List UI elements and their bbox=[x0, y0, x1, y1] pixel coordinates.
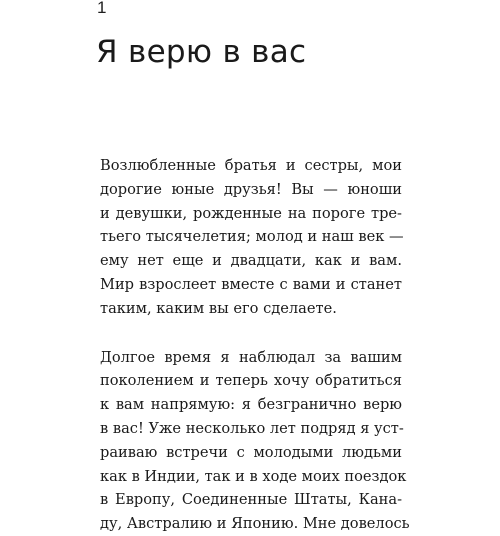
text-line: Мир взрослеет вместе с вами и станет bbox=[100, 275, 402, 293]
text-line: в вас! Уже несколько лет подряд я уст- bbox=[100, 419, 404, 437]
text-line: ду, Австралию и Японию. Мне довелось bbox=[100, 515, 410, 533]
text-line: и девушки, рожденные на пороге тре- bbox=[100, 204, 402, 222]
text-line: ему нет еще и двадцати, как и вам. bbox=[100, 252, 402, 270]
paragraph bbox=[100, 346, 410, 536]
text-line: как в Индии, так и в ходе моих поездок bbox=[100, 467, 407, 485]
text-line: раиваю встречи с молодыми людьми bbox=[100, 443, 402, 461]
chapter-number: 1 bbox=[97, 0, 107, 17]
text-line: таким, каким вы его сделаете. bbox=[100, 299, 337, 317]
chapter-title: Я верю в вас bbox=[96, 34, 307, 70]
text-line: дорогие юные друзья! Вы — юноши bbox=[100, 180, 402, 198]
text-line: Возлюбленные братья и сестры, мои bbox=[100, 157, 402, 174]
text-line: к вам напрямую: я безгранично верю bbox=[100, 396, 402, 414]
text-line: поколением и теперь хочу обратиться bbox=[100, 372, 402, 390]
paragraph bbox=[100, 154, 402, 321]
chapter-body bbox=[100, 154, 410, 536]
text-line: тьего тысячелетия; молод и наш век — bbox=[100, 228, 404, 246]
text-line: в Европу, Соединенные Штаты, Кана- bbox=[100, 491, 402, 509]
text-line: Долгое время я наблюдал за вашим bbox=[100, 348, 402, 366]
